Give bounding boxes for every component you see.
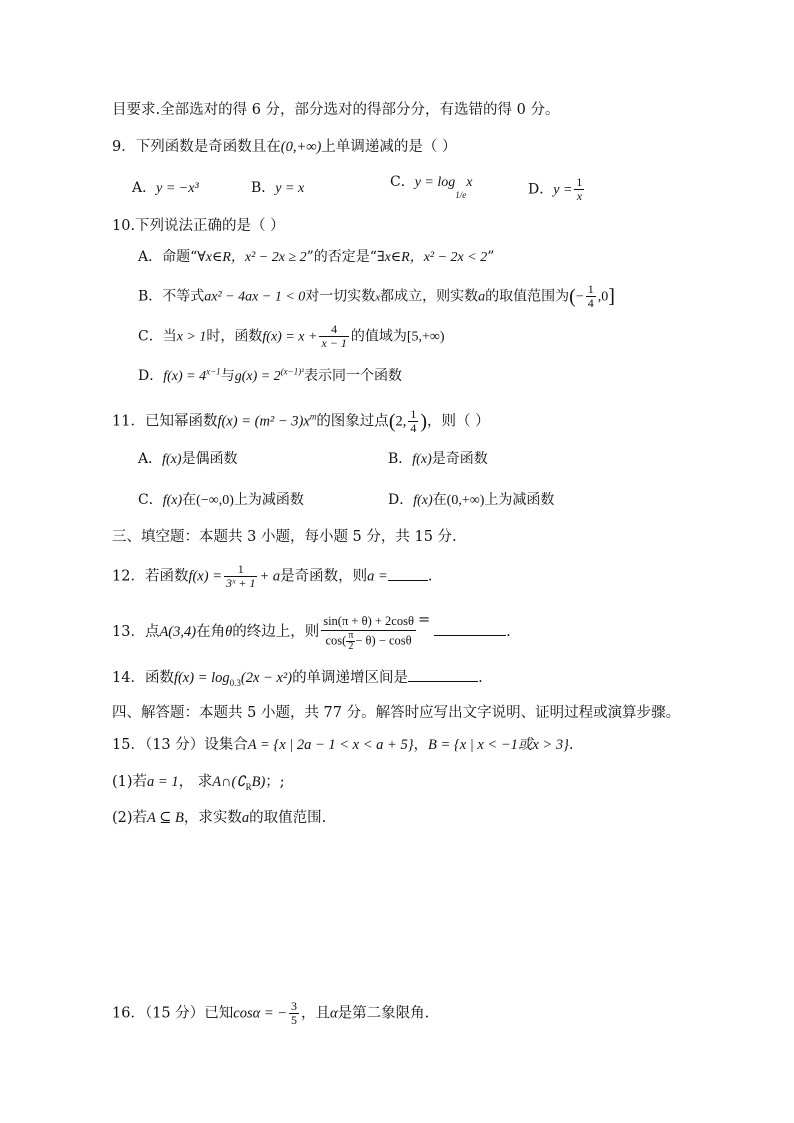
question-15-part-1: (1)若a = 1， 求$A\cap(∁_RB)$；; (112, 774, 285, 792)
q9-option-a: A．y = −x³ (132, 180, 199, 196)
fraction: $\frac{1}{4}$ (587, 282, 594, 310)
fraction: $\frac{3}{5}$ (291, 999, 298, 1027)
answer-blank[interactable] (388, 566, 428, 581)
answer-blank[interactable] (434, 621, 506, 636)
question-11: 11．已知幂函数$f(x) = (m^2 - 3)x^m$的图象过点(2, $\frac{1}{4}$ )，则（ ） (112, 407, 490, 435)
q11-option-b: B．f(x)是奇函数 (388, 451, 488, 467)
answer-blank[interactable] (408, 667, 478, 682)
question-15-part-2: (2)若A ⊆ B，求实数a的取值范围. (112, 810, 327, 826)
q9-option-c: C．$y = \log_{1/e}x$ (390, 174, 473, 200)
question-13: 13．点A(3,4)在角θ的终边上，则 sin(π + θ) + 2cosθ cos( $\frac{\pi}{2}$ − θ) − cosθ =. (112, 612, 511, 652)
q9-option-b: B．y = x (251, 180, 305, 196)
q11-option-c: C．f(x)在(−∞,0)上为减函数 (138, 492, 304, 508)
q10-option-b: B．不等式ax² − 4ax − 1 < 0对一切实数x都成立，则实数a的取值范围为(− $\frac{1}{4}$ ,0] (138, 282, 615, 310)
q10-option-d: D．$f(x) = 4^{x-1}$与$g(x) = 2^{(x-1)^2}$表示同一个函数 (138, 366, 402, 384)
question-9: 9．下列函数是奇函数且在(0,+∞)上单调递减的是（ ） (112, 139, 457, 155)
q10-option-c: C．当x > 1时，函数f(x) = x + $\frac{4}{x - 1}$ 的值域为[5,+∞) (138, 322, 445, 350)
fraction: $\frac{1}{x}$ (576, 175, 583, 203)
q11-option-d: D．f(x)在(0,+∞)上为减函数 (388, 492, 555, 508)
q9-option-d: D．y = $\frac{1}{x}$ (528, 175, 583, 203)
question-15: 15．（13 分）设集合A = {x | 2a − 1 < x < a + 5}，B = {x | x < −1或x > 3}. (112, 737, 574, 753)
question-16: 16．（15 分）已知cosα = − $\frac{3}{5}$ ，且α是第二象限角. (112, 999, 430, 1027)
section-4-heading: 四、解答题：本题共 5 小题，共 77 分。解答时应写出文字说明、证明过程或演算步骤。 (112, 705, 681, 721)
q10-option-a: A．命题“∀x∈R，x² − 2x ≥ 2”的否定是“∃x∈R，x² − 2x < 2” (138, 249, 495, 265)
fraction: sin(π + θ) + 2cosθ cos( $\frac{\pi}{2}$ − θ) − cosθ (323, 614, 414, 652)
fraction: $\frac{1}{\text{3ˣ + 1}}$ (225, 562, 256, 590)
section-3-heading: 三、填空题：本题共 3 小题，每小题 5 分，共 15 分. (112, 529, 457, 545)
question-14: 14．函数$f(x) = \log_{0.3}(2x - x^2)$的单调递增区间是 . (112, 667, 483, 688)
fraction: $\frac{1}{4}$ (410, 407, 417, 435)
question-10: 10.下列说法正确的是（ ） (112, 218, 285, 234)
q11-option-a: A．f(x)是偶函数 (138, 451, 238, 467)
fraction: $\frac{4}{x - 1}$ (321, 322, 347, 350)
section-intro: 目要求.全部选对的得 6 分，部分选对的得部分分，有选错的得 0 分。 (112, 102, 560, 118)
question-12: 12．若函数f(x) = $\frac{1}{\text{3ˣ + 1}}$ + a是奇函数，则a = . (112, 562, 433, 590)
